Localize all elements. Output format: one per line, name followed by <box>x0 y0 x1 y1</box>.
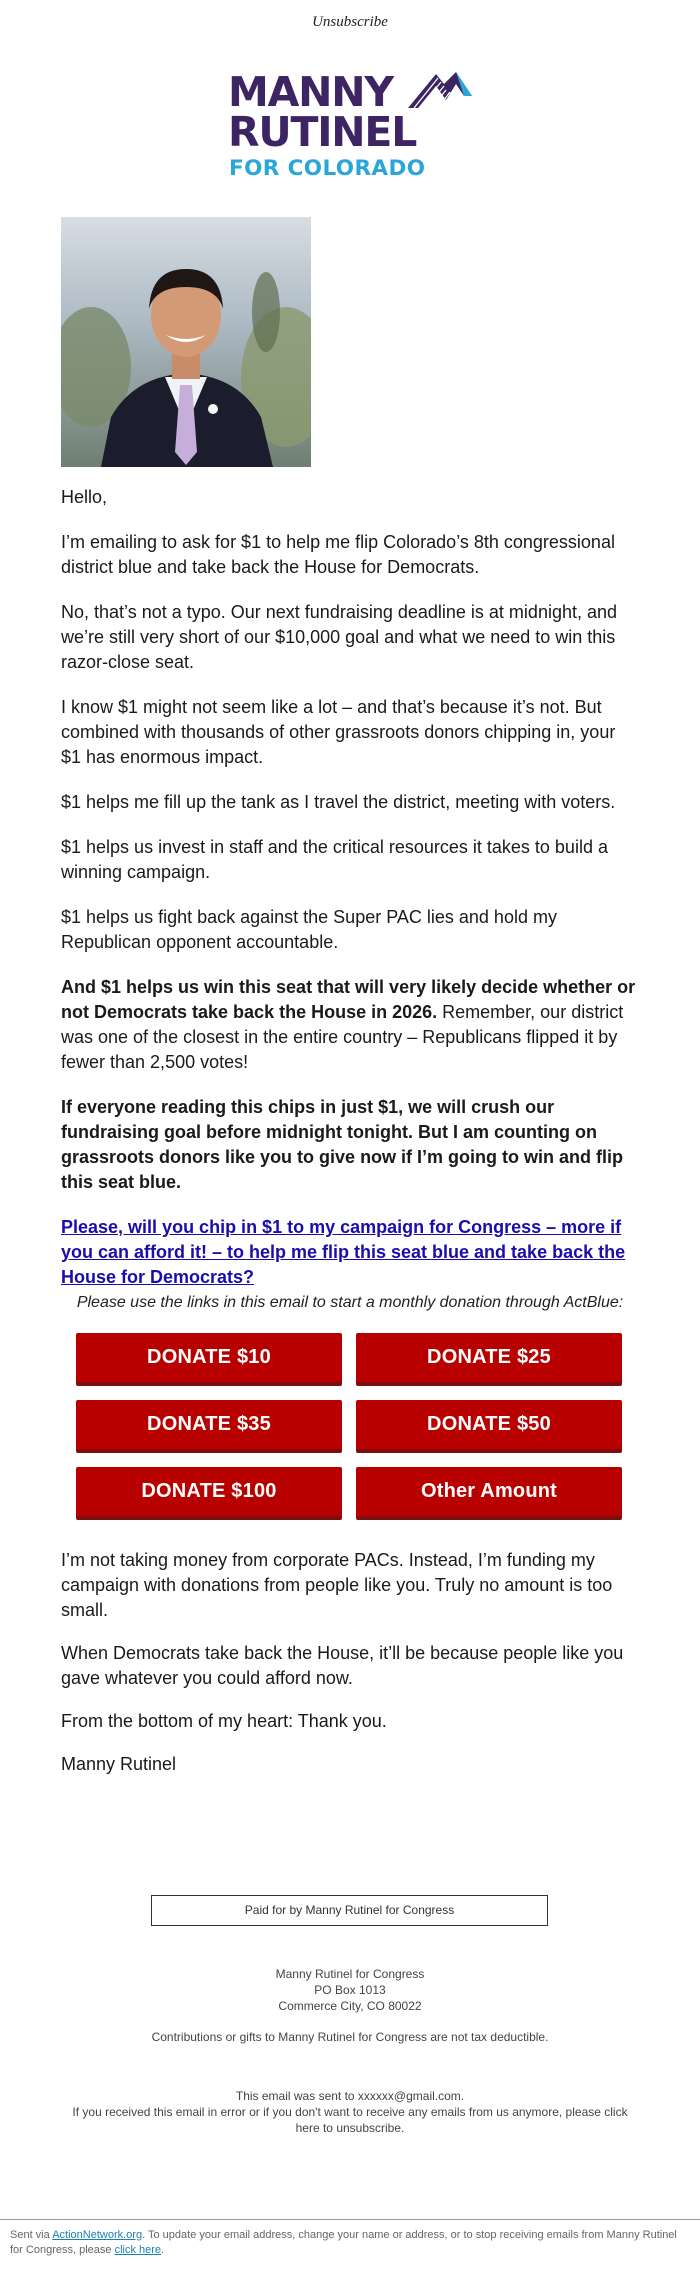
email-body <box>61 485 639 1310</box>
actionnetwork-link[interactable]: ActionNetwork.org <box>52 2229 143 2241</box>
win-seat-bold: And $1 helps us win this seat that will very likely decide whether or not Democrats take back the House in 2026. <box>61 977 636 1022</box>
address-line-1: Manny Rutinel for Congress <box>275 1967 425 1981</box>
paid-for-disclaimer: Paid for by Manny Rutinel for Congress <box>151 1895 548 1926</box>
footer-click-here-link[interactable]: click here <box>114 2244 162 2256</box>
signature: Manny Rutinel <box>61 1754 177 1774</box>
paragraph-cta <box>61 1215 639 1290</box>
paragraph-everyone <box>61 1095 639 1195</box>
paragraph-deadline: No, that’s not a typo. Our next fundraising deadline is at midnight, and we’re still very short of our $10,000 goal and what we need to win this razor-close seat. <box>61 602 618 672</box>
monthly-donation-note: Please use the links in this email to start a monthly donation through ActBlue: <box>76 1294 624 1311</box>
donate-50-button[interactable]: DONATE $50 <box>356 1400 622 1453</box>
closing-section <box>61 1548 639 1795</box>
action-network-footer <box>10 2228 690 2258</box>
logo-line-manny: MANNY <box>228 68 393 116</box>
sent-to-note: This email was sent to xxxxxx@gmail.com. <box>235 2089 465 2103</box>
footer-prefix: Sent via <box>10 2229 53 2241</box>
donate-other-amount-button[interactable]: Other Amount <box>356 1467 622 1520</box>
cta-donate-link[interactable]: Please, will you chip in $1 to my campaign for Congress – more if you can afford it! – to help me flip this seat blue and take back the House for Democrats? <box>61 1217 626 1287</box>
everyone-bold: If everyone reading this chips in just $1, we will crush our fundraising goal before midnight tonight. But I am counting on grassroots donors like you to give now if I’m going to win and flip this seat blue. <box>61 1097 624 1192</box>
footer-suffix: . <box>161 2244 165 2256</box>
address-line-2: PO Box 1013 <box>314 1983 386 1997</box>
candidate-photo <box>61 217 311 467</box>
address-line-3: Commerce City, CO 80022 <box>278 1999 422 2013</box>
donate-35-button[interactable]: DONATE $35 <box>76 1400 342 1453</box>
footer-middle: . To update your email address, change your name or address, or to stop receiving emails from Manny Rutinel for Congress, please <box>10 2229 677 2256</box>
paragraph-ask: I’m emailing to ask for $1 to help me flip Colorado’s 8th congressional district blue and take back the House for Democrats. <box>61 532 615 577</box>
paragraph-take-back: When Democrats take back the House, it’ll be because people like you gave whatever you could afford now. <box>61 1643 624 1688</box>
paragraph-staff: $1 helps us invest in staff and the critical resources it takes to build a winning campaign. <box>61 837 608 882</box>
greeting: Hello, <box>61 487 108 507</box>
footer-divider <box>0 2219 700 2220</box>
unsubscribe-note[interactable]: If you received this email in error or if you don't want to receive any emails from us anymore, please click here to unsubscribe. <box>72 2105 628 2135</box>
mountain-icon <box>406 70 474 110</box>
logo-line-rutinel: RUTINEL <box>228 108 417 156</box>
paragraph-thank-you: From the bottom of my heart: Thank you. <box>61 1711 387 1731</box>
paragraph-tank: $1 helps me fill up the tank as I travel the district, meeting with voters. <box>61 792 616 812</box>
unsubscribe-link[interactable]: Unsubscribe <box>312 14 388 30</box>
paragraph-win-seat <box>61 975 639 1075</box>
donate-10-button[interactable]: DONATE $10 <box>76 1333 342 1386</box>
mailing-address <box>0 1966 700 2014</box>
donate-100-button[interactable]: DONATE $100 <box>76 1467 342 1520</box>
paragraph-impact: I know $1 might not seem like a lot – and that’s because it’s not. But combined with thousands of other grassroots donors chipping in, your $1 has enormous impact. <box>61 697 616 767</box>
campaign-logo <box>228 70 473 182</box>
paragraph-no-pac: I’m not taking money from corporate PACs. Instead, I’m funding my campaign with donations from people like you. Truly no amount is too small. <box>61 1550 613 1620</box>
donate-25-button[interactable]: DONATE $25 <box>356 1333 622 1386</box>
win-seat-rest: Remember, our district was one of the closest in the entire country – Republicans flipped it by fewer than 2,500 votes! <box>61 1002 624 1072</box>
tax-deductible-note: Contributions or gifts to Manny Rutinel for Congress are not tax deductible. <box>151 2030 549 2044</box>
paragraph-super-pac: $1 helps us fight back against the Super PAC lies and hold my Republican opponent accountable. <box>61 907 557 952</box>
logo-line-colorado: FOR COLORADO <box>229 156 426 181</box>
candidate-portrait-image <box>61 217 311 467</box>
